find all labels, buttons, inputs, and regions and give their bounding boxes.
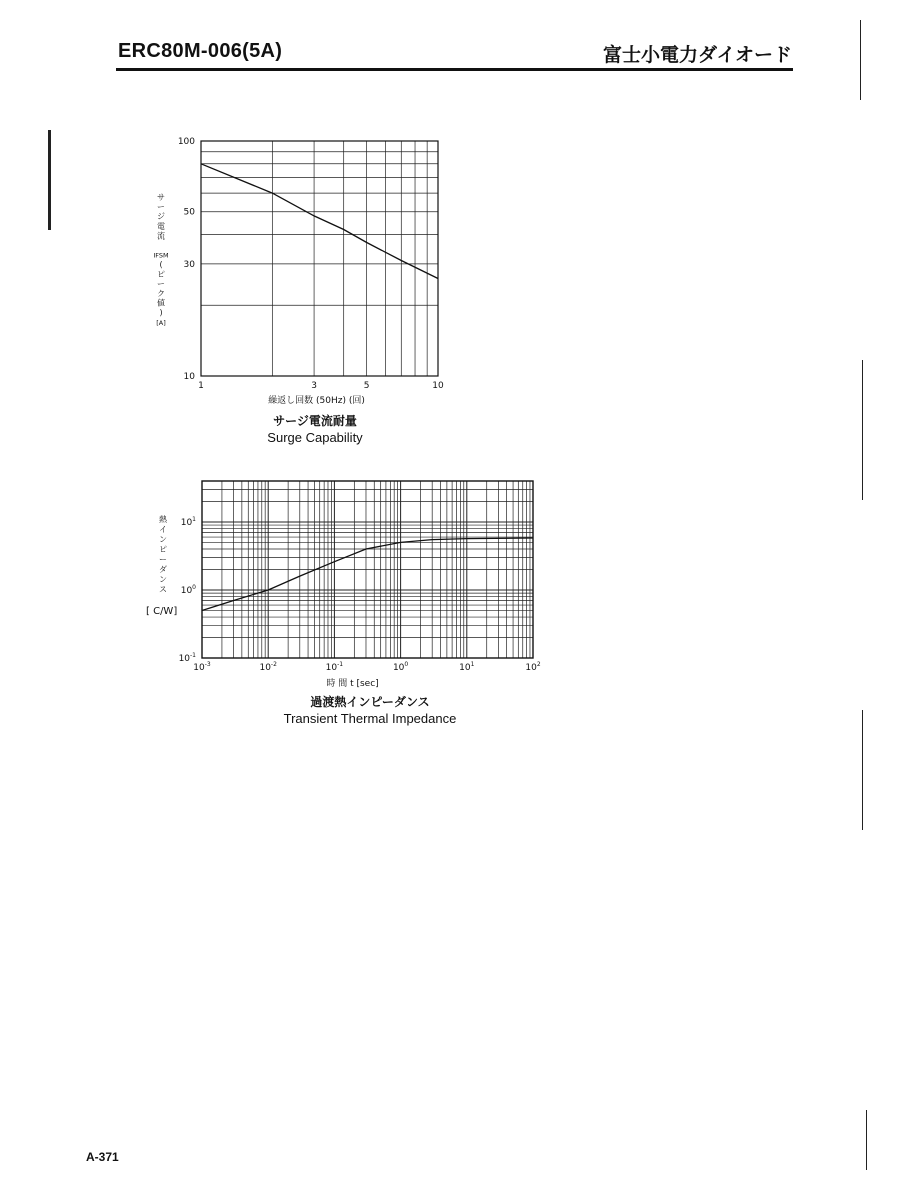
tick-exponent: 0 bbox=[404, 661, 409, 668]
y-label-char: 値 bbox=[157, 298, 165, 308]
y-label-char: ダ bbox=[159, 565, 167, 574]
y-label-char: 流 bbox=[157, 231, 165, 241]
x-tick-label: $10^{-2}$ bbox=[259, 661, 277, 673]
y-tick-label: 100 bbox=[177, 137, 195, 147]
y-label-char: ス bbox=[159, 585, 167, 594]
y-label-char: サ bbox=[157, 193, 165, 202]
maker-title: 富士小電力ダイオード bbox=[602, 44, 792, 66]
thermal-caption-jp: 過渡熱インピーダンス bbox=[310, 695, 430, 709]
x-tick-label: $10^{-1}$ bbox=[325, 661, 344, 673]
tick-exponent: -2 bbox=[270, 661, 277, 668]
y-tick-label: $10^0$ bbox=[180, 583, 196, 596]
x-tick-label: $10^2$ bbox=[525, 661, 541, 673]
y-tick-label: 30 bbox=[183, 259, 195, 270]
thermal-x-axis-label: 時 間 t [sec] bbox=[326, 679, 379, 689]
part-number-title: ERC80M-006(5A) bbox=[118, 40, 283, 62]
surge-x-axis-label: 繰返し回数 (50Hz) (回) bbox=[268, 396, 365, 406]
x-tick-label: $10^0$ bbox=[392, 661, 409, 673]
y-tick-label: $10^{-1}$ bbox=[178, 652, 196, 664]
y-tick-label: $10^1$ bbox=[180, 515, 196, 528]
thermal-x-tick-labels bbox=[193, 661, 541, 673]
y-label-char: ク bbox=[157, 289, 165, 298]
y-label-char: IFSM bbox=[153, 251, 169, 260]
y-label-char: 電 bbox=[157, 221, 165, 231]
y-tick-label: 10 bbox=[183, 372, 195, 382]
y-label-char: ー bbox=[159, 555, 167, 564]
y-label-char: [A] bbox=[156, 318, 166, 327]
surge-caption-en: Surge Capability bbox=[267, 430, 363, 445]
thermal-caption-en: Transient Thermal Impedance bbox=[283, 711, 457, 726]
y-label-char: ジ bbox=[157, 212, 165, 222]
y-label-char: ) bbox=[159, 308, 163, 318]
x-tick-label: 5 bbox=[363, 381, 370, 391]
y-label-char: ー bbox=[157, 279, 165, 289]
tick-exponent: -1 bbox=[190, 652, 196, 659]
surge-caption-jp: サージ電流耐量 bbox=[273, 414, 357, 428]
thermal-y-tick-labels bbox=[179, 516, 197, 664]
y-label-char: ー bbox=[157, 202, 165, 212]
tick-exponent: 1 bbox=[192, 515, 196, 523]
y-label-char: ン bbox=[159, 575, 167, 584]
x-tick-label: 3 bbox=[311, 381, 317, 391]
x-tick-label: 10 bbox=[432, 381, 444, 391]
tick-exponent: 2 bbox=[536, 661, 541, 668]
tick-exponent: 1 bbox=[470, 661, 475, 668]
thermal-y-unit: [ C/W] bbox=[146, 606, 178, 617]
y-tick-label: 50 bbox=[183, 207, 195, 218]
x-tick-label: $10^1$ bbox=[459, 661, 475, 673]
tick-exponent: -3 bbox=[204, 661, 211, 668]
tick-exponent: 0 bbox=[192, 583, 196, 591]
y-label-char: ピ bbox=[157, 269, 165, 279]
x-tick-label: $10^{-3}$ bbox=[193, 661, 211, 673]
page-number: A-371 bbox=[86, 1150, 119, 1164]
y-label-char: ( bbox=[159, 260, 163, 270]
tick-exponent: -1 bbox=[337, 661, 344, 668]
y-label-char: ピ bbox=[159, 545, 167, 554]
thermal-y-axis-label bbox=[159, 514, 168, 594]
y-label-char: イ bbox=[159, 525, 167, 534]
thermal-chart-grid bbox=[202, 481, 533, 658]
y-label-char: 熱 bbox=[159, 515, 167, 524]
y-label-char: ン bbox=[159, 535, 167, 544]
x-tick-label: 1 bbox=[198, 381, 204, 391]
